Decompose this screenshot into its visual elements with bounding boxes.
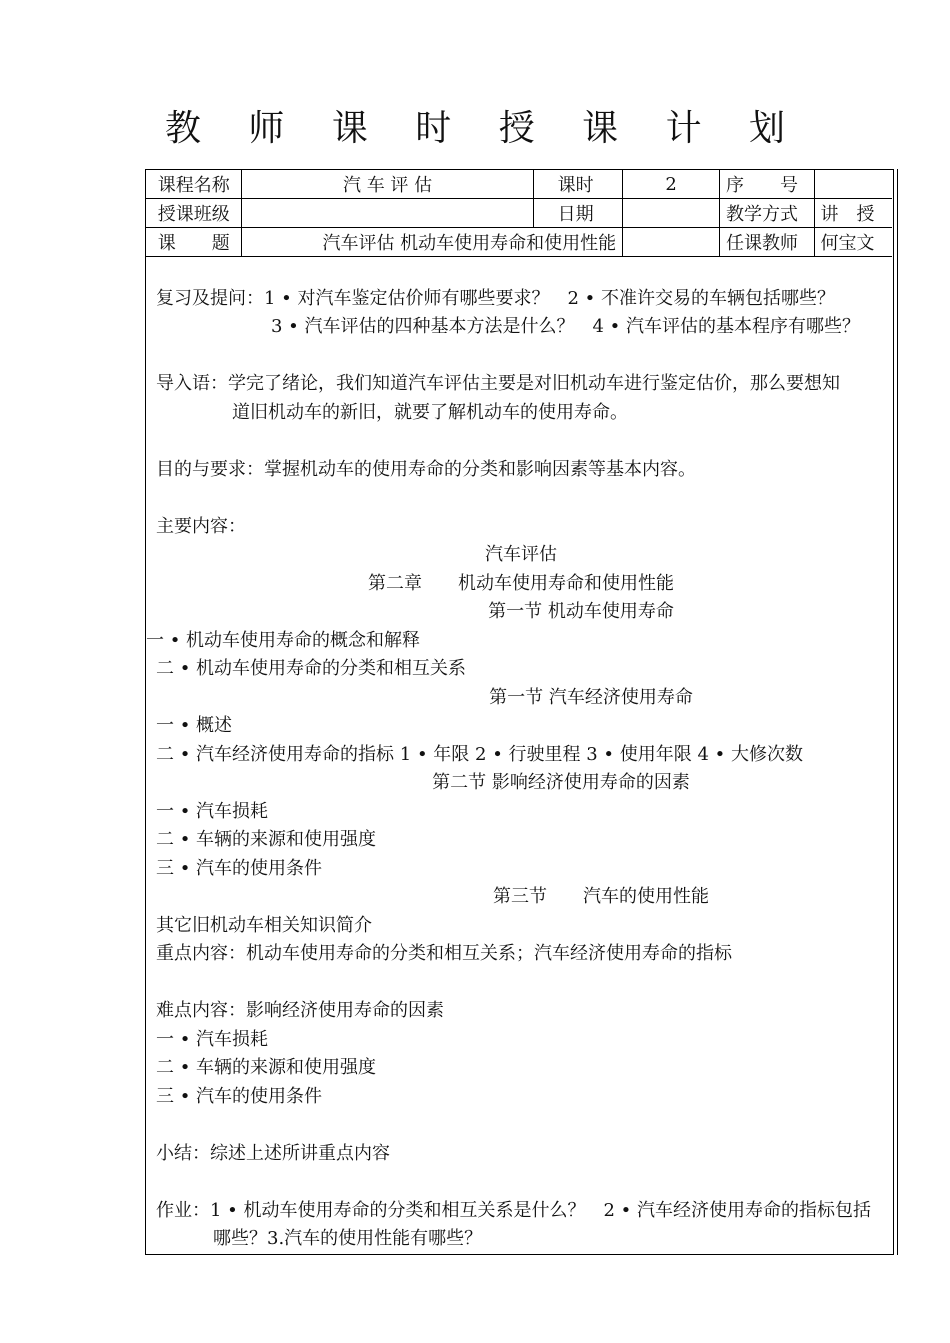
topic-label: 课 题	[146, 228, 242, 257]
list-item: 三 • 汽车的使用条件	[156, 857, 323, 879]
seq-label: 序 号	[720, 170, 814, 199]
method-label: 教学方式	[720, 199, 814, 228]
section-heading: 第三节 汽车的使用性能	[493, 886, 709, 907]
page-title: 教 师 课 时 授 课 计 划	[164, 108, 804, 149]
date-value	[623, 199, 720, 228]
objective: 目的与要求：掌握机动车的使用寿命的分类和影响因素等基本内容。	[156, 458, 696, 480]
main-label: 主要内容：	[156, 515, 246, 537]
class-value	[242, 199, 533, 228]
list-item: 一 • 概述	[156, 715, 233, 736]
chapter-heading: 第二章 机动车使用寿命和使用性能	[368, 572, 674, 594]
intro-line: 道旧机动车的新旧，就要了解机动车的使用寿命。	[232, 401, 628, 423]
main-title: 汽车评估	[485, 544, 557, 565]
list-item: 二 • 车辆的来源和使用强度	[156, 829, 377, 850]
list-item: 一 • 汽车损耗	[156, 800, 269, 822]
hours-label: 课时	[533, 170, 623, 199]
key-points: 重点内容：机动车使用寿命的分类和相互关系；汽车经济使用寿命的指标	[156, 943, 732, 964]
course-value: 汽 车 评 估	[242, 170, 533, 199]
header-row	[146, 228, 892, 257]
section-heading: 第二节 影响经济使用寿命的因素	[432, 772, 690, 793]
teacher-value: 何宝文	[814, 228, 892, 257]
header-table	[146, 170, 892, 257]
review-line: 3 • 汽车评估的四种基本方法是什么？ 4 • 汽车评估的基本程序有哪些？	[271, 316, 861, 337]
class-label: 授课班级	[146, 199, 242, 228]
summary: 小结：综述上述所讲重点内容	[156, 1142, 390, 1164]
review-line: 复习及提问：1 • 对汽车鉴定估价师有哪些要求？ 2 • 不准许交易的车辆包括哪些？	[156, 287, 836, 309]
section-heading: 第一节 汽车经济使用寿命	[489, 686, 693, 708]
difficult-points: 难点内容：影响经济使用寿命的因素	[156, 1000, 444, 1021]
list-item: 二 • 汽车经济使用寿命的指标 1 • 年限 2 • 行驶里程 3 • 使用年限 4 • 大修次数	[156, 743, 803, 765]
hours-value: 2	[623, 170, 720, 199]
list-item: 二 • 机动车使用寿命的分类和相互关系	[156, 658, 467, 679]
list-item: 一 • 机动车使用寿命的概念和解释	[146, 629, 421, 651]
date-label: 日期	[533, 199, 623, 228]
method-value: 讲 授	[814, 199, 892, 228]
list-item: 二 • 车辆的来源和使用强度	[156, 1057, 377, 1078]
header-row	[146, 199, 892, 228]
lesson-plan-form	[145, 169, 894, 1255]
section-heading: 第一节 机动车使用寿命	[488, 601, 674, 622]
seq-value	[814, 170, 892, 199]
list-item: 一 • 汽车损耗	[156, 1028, 269, 1050]
intro-line: 导入语：学完了绪论，我们知道汽车评估主要是对旧机动车进行鉴定估价，那么要想知	[156, 373, 840, 394]
header-row	[146, 170, 892, 199]
other-topics: 其它旧机动车相关知识简介	[156, 914, 372, 936]
homework-line: 作业：1 • 机动车使用寿命的分类和相互关系是什么？ 2 • 汽车经济使用寿命的指标包括	[156, 1199, 872, 1221]
list-item: 三 • 汽车的使用条件	[156, 1085, 323, 1107]
homework-line: 哪些？3.汽车的使用性能有哪些？	[213, 1228, 483, 1249]
lesson-content	[146, 256, 886, 1254]
teacher-label: 任课教师	[720, 228, 814, 257]
topic-value: 汽车评估 机动车使用寿命和使用性能	[242, 228, 623, 257]
course-label: 课程名称	[146, 170, 242, 199]
